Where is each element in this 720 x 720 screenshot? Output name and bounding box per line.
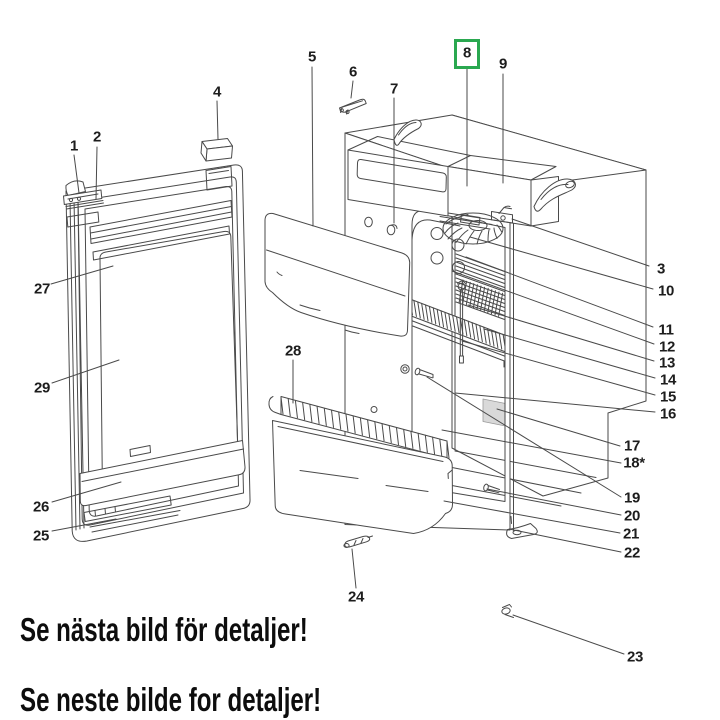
callout-14: 14 [659,371,677,389]
callout-13: 13 [658,354,676,372]
callout-23: 23 [626,648,644,666]
note-swedish: Se nästa bild för detaljer! [20,611,308,648]
callout-22: 22 [623,544,641,562]
note-norwegian: Se neste bilde for detaljer! [20,681,322,718]
callout-17: 17 [623,437,641,455]
callout-12: 12 [658,338,676,356]
latch-striker [340,99,367,114]
callout-6: 6 [348,63,358,81]
callout-15: 15 [659,388,677,406]
callout-18: 18* [623,454,645,472]
callout-8: 8 [462,44,472,62]
callout-25: 25 [32,527,50,545]
callout-28: 28 [284,342,302,360]
callout-3: 3 [656,260,666,278]
callout-5: 5 [307,48,317,66]
callout-9: 9 [498,55,508,73]
callout-26: 26 [32,498,50,516]
hinge-cover [201,139,233,162]
callout-29: 29 [33,379,51,397]
callout-27: 27 [33,280,51,298]
rating-label [483,399,508,427]
callout-2: 2 [92,128,102,146]
callout-16: 16 [659,405,677,423]
callout-4: 4 [212,83,222,101]
callout-24: 24 [347,588,365,606]
hinge-pin-screw [501,605,513,618]
callout-10: 10 [657,282,675,300]
callout-7: 7 [389,80,399,98]
callout-20: 20 [623,507,641,525]
callout-19: 19 [623,489,641,507]
vent-bracket [344,536,373,548]
callout-21: 21 [622,525,640,543]
callout-11: 11 [658,321,674,339]
foot-bracket [507,517,538,539]
callout-1: 1 [69,137,79,155]
door-assembly [66,165,250,542]
